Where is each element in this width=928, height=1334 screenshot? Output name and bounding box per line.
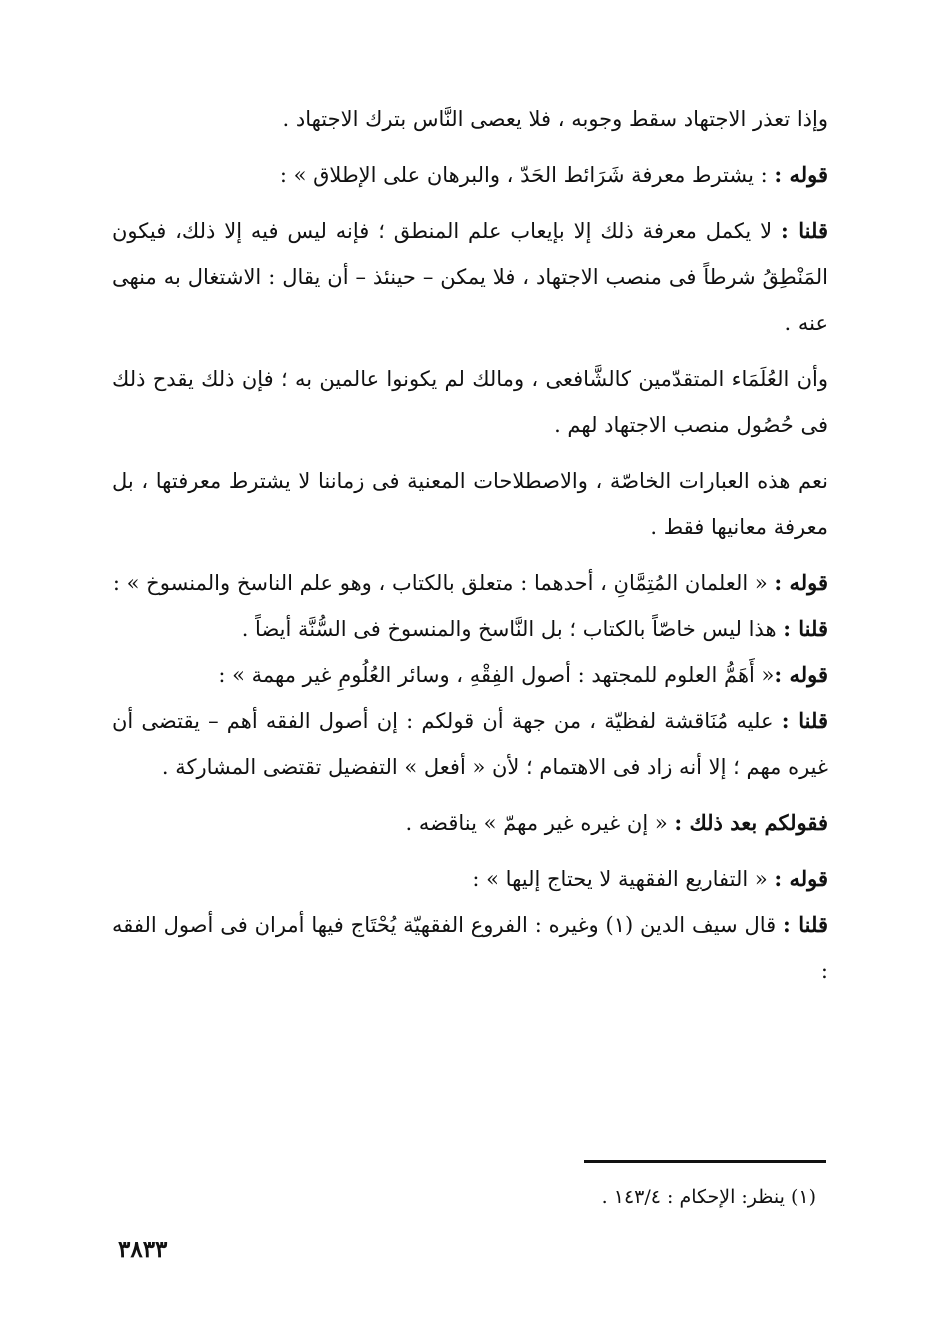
paragraph-6 — [112, 560, 828, 606]
paragraph-2 — [112, 152, 828, 198]
paragraph-lead: قلنا : — [781, 708, 828, 733]
paragraph-9 — [112, 698, 828, 790]
paragraph-8 — [112, 652, 828, 698]
paragraph-11 — [112, 856, 828, 902]
paragraph-4 — [112, 356, 828, 448]
paragraph-body: وإذا تعذر الاجتهاد سقط وجوبه ، فلا يعصى النَّاس بترك الاجتهاد . — [282, 107, 828, 131]
page-number: ٣٨٣٣ — [118, 1236, 168, 1263]
paragraph-10 — [112, 800, 828, 846]
paragraph-body: : يشترط معرفة شَرَائط الحَدّ ، والبرهان على الإطلاق » : — [279, 163, 775, 187]
paragraph-1 — [112, 96, 828, 142]
paragraph-body: وأن العُلَمَاء المتقدّمين كالشَّافعى ، ومالك لم يكونوا عالمين به ؛ فإن ذلك يقدح ذلك فى حُصُول منصب الاجتهاد لهم . — [112, 367, 828, 437]
paragraph-7 — [112, 606, 828, 652]
paragraph-body: « التفاريع الفقهية لا يحتاج إليها » : — [472, 867, 775, 891]
paragraph-lead: قوله : — [774, 866, 828, 891]
paragraph-5 — [112, 458, 828, 550]
paragraph-body: نعم هذه العبارات الخاصّة ، والاصطلاحات المعنية فى زماننا لا يشترط معرفتها ، بل معرفة معانيها فقط . — [112, 469, 828, 539]
paragraph-lead: قلنا : — [781, 218, 828, 243]
paragraph-body: عليه مُنَاقشة لفظيّة ، من جهة أن قولكم : إن أصول الفقه أهم – يقتضى أن غيره مهم ؛ إلا أنه زاد فى الاهتمام ؛ لأن « أفعل » التفضيل تقتضى المشاركة . — [112, 709, 828, 779]
footnote-divider — [584, 1160, 826, 1163]
paragraph-body: « العلمان المُتِمَّانِ ، أحدهما : متعلق بالكتاب ، وهو علم الناسخ والمنسوخ » : — [112, 571, 775, 595]
paragraph-lead: قلنا : — [783, 912, 828, 937]
paragraph-lead: قوله : — [774, 570, 828, 595]
paragraph-lead: فقولكم بعد ذلك : — [674, 810, 828, 835]
paragraph-body: « إن غيره غير مهمّ » يناقضه . — [405, 811, 675, 835]
paragraph-body: هذا ليس خاصّاً بالكتاب ؛ بل النَّاسخ والمنسوخ فى السُّنَّة أيضاً . — [241, 617, 784, 641]
paragraph-body: قال سيف الدين (١) وغيره : الفروع الفقهيّة يُحْتَاج فيها أمران فى أصول الفقه : — [112, 913, 828, 983]
paragraph-12 — [112, 902, 828, 994]
paragraph-body: « أَهَمُّ العلوم للمجتهد : أصول الفِقْهِ ، وسائر العُلُومِ غير مهمة » : — [218, 663, 775, 687]
paragraph-lead: قوله : — [774, 162, 828, 187]
body-text — [112, 96, 828, 994]
footnote: (١) ينظر: الإحكام : ١٤٣/٤ . — [601, 1186, 816, 1208]
paragraph-3 — [112, 208, 828, 346]
paragraph-body: لا يكمل معرفة ذلك إلا بإيعاب علم المنطق ؛ فإنه ليس فيه إلا ذلك، فيكون المَنْطِقُ شرطاً فى منصب الاجتهاد ، فلا يمكن – حينئذ – أن يقال : الاشتغال به منهى عنه . — [112, 219, 828, 335]
paragraph-lead: قلنا : — [783, 616, 828, 641]
paragraph-lead: قوله : — [774, 662, 828, 687]
